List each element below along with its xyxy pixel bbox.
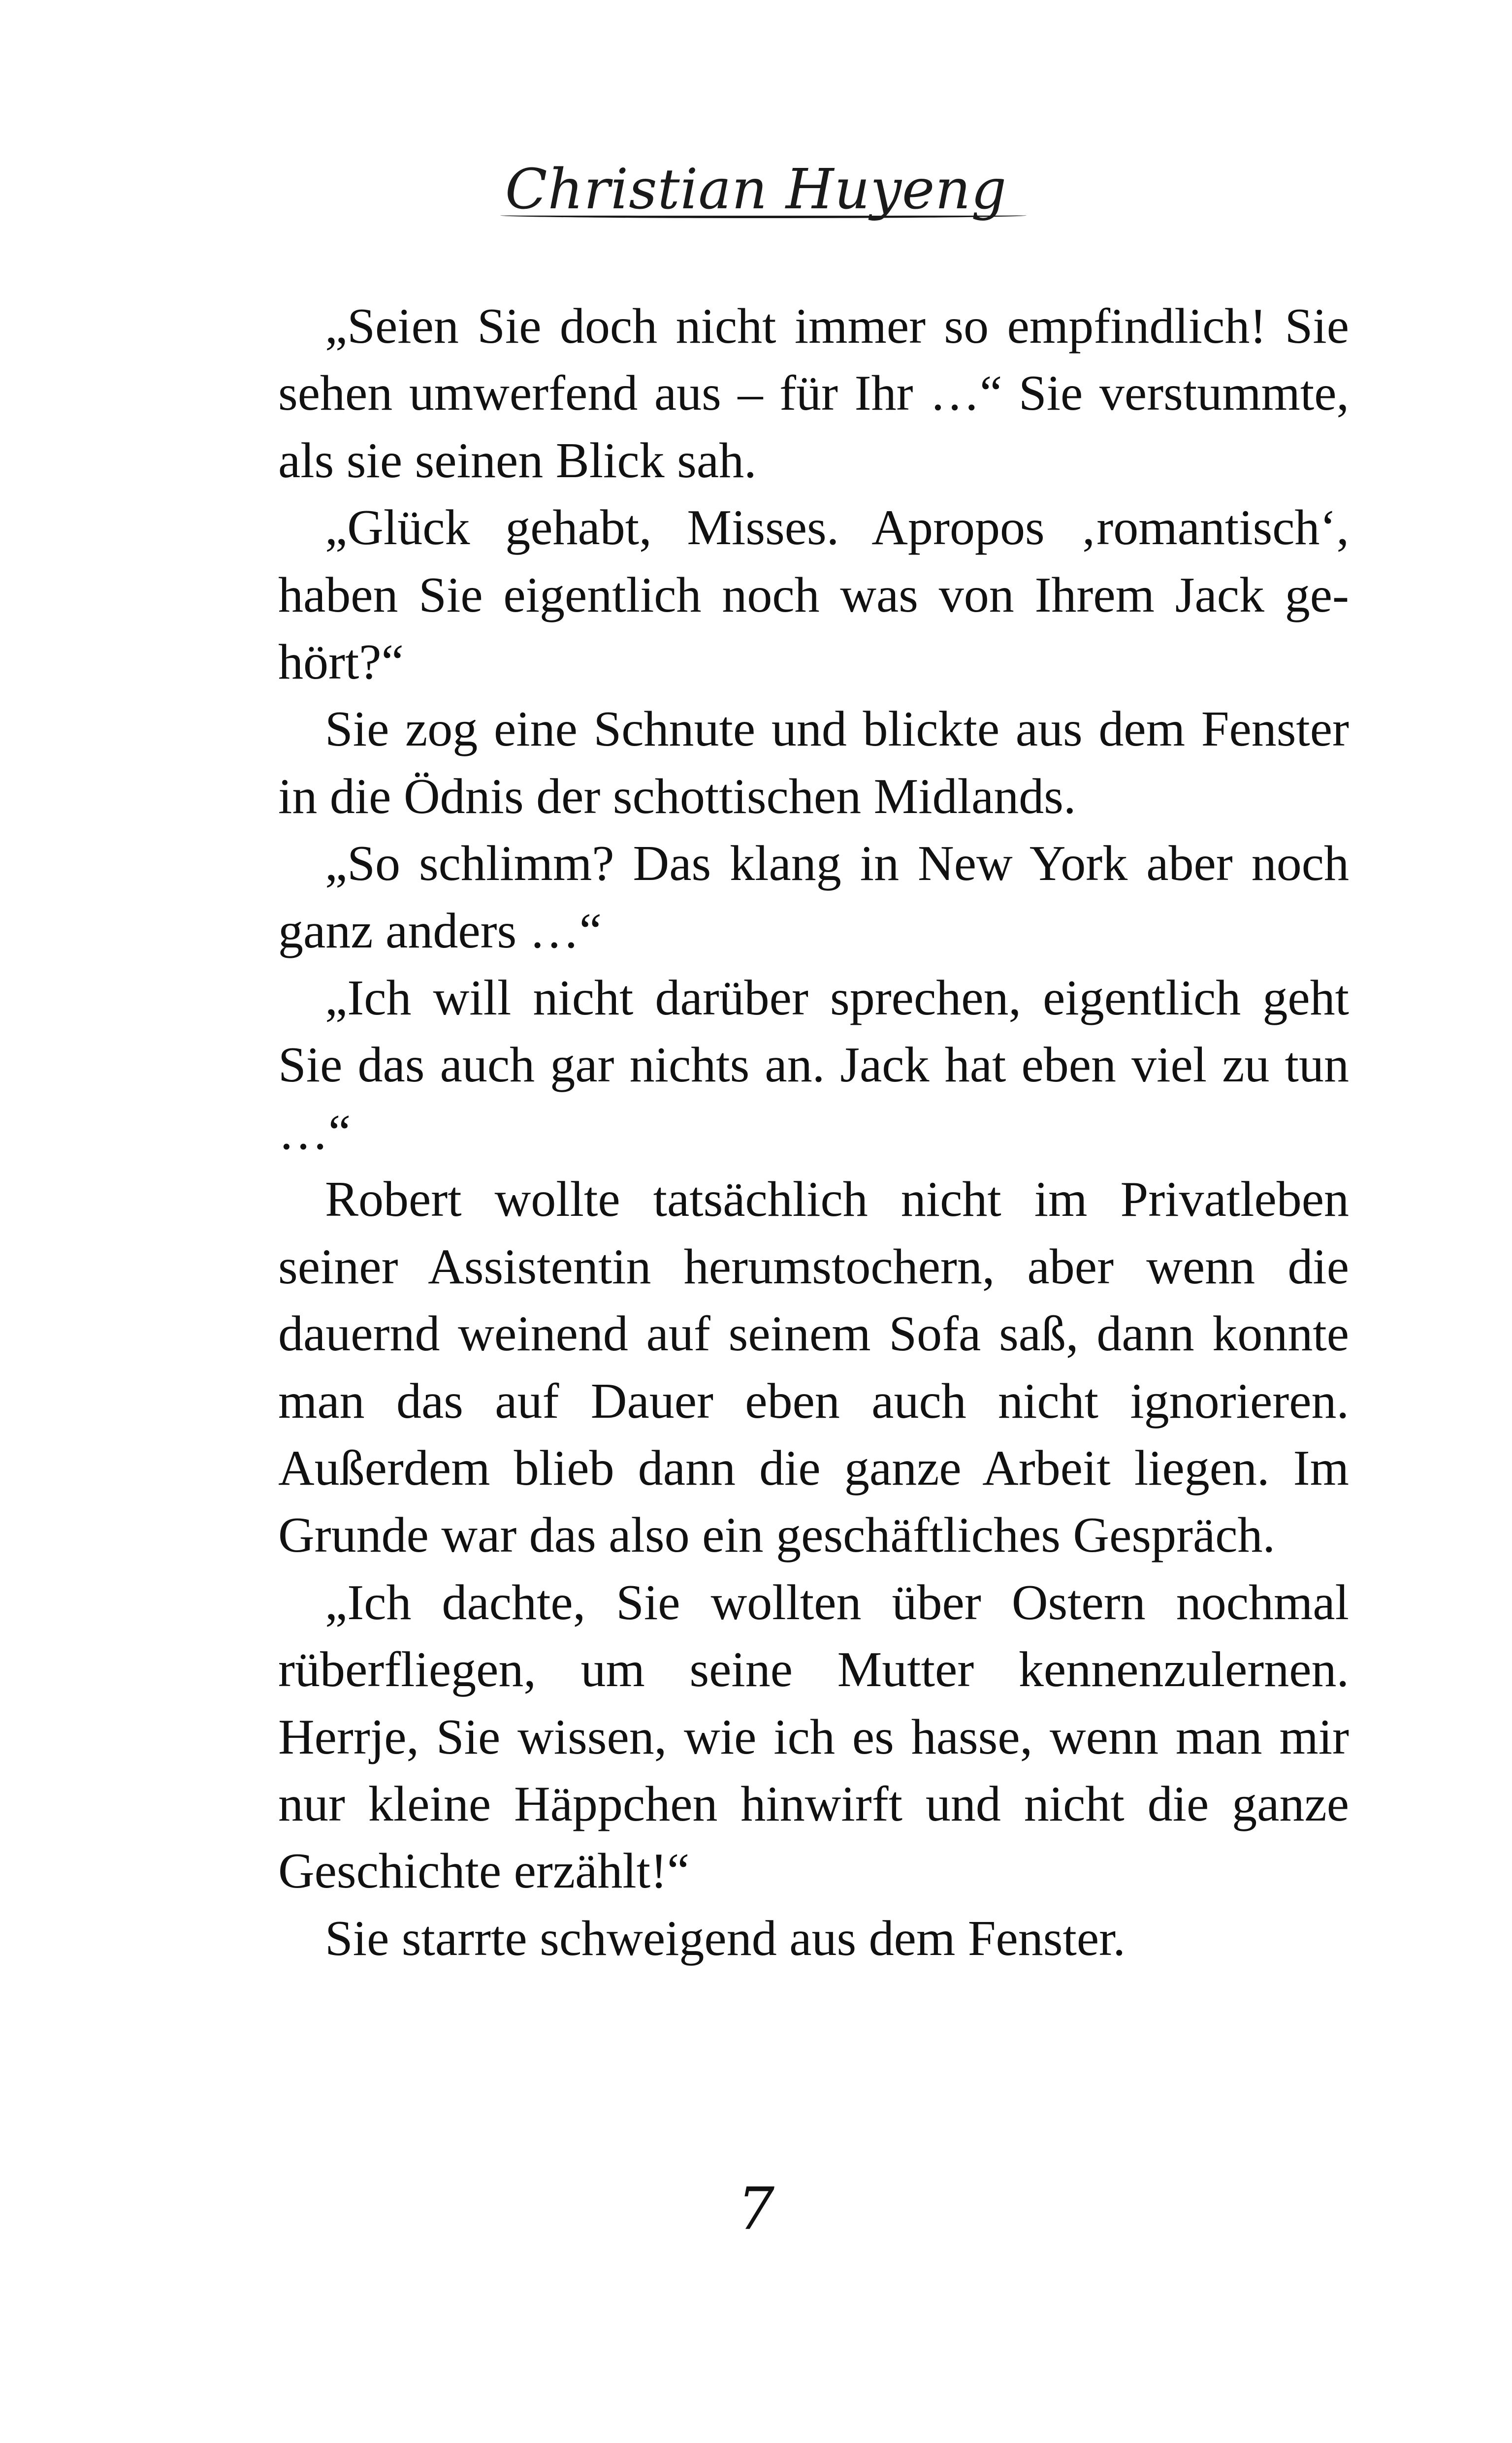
author-signature [505,140,1007,239]
page-number: 7 [737,2175,775,2243]
paragraph: Sie starrte schweigend aus dem Fenster. [325,1910,1126,1966]
paragraph: „Seien Sie doch nicht immer so empfindlich! Sie sehen umwerfend aus – für Ihr …“ Sie verstummte, als sie seinen Blick sah. [278,298,1349,489]
body-text [278,293,1349,1972]
signature-flourish [500,213,1027,218]
author-name: Christian Huyeng [505,158,1007,222]
paragraph: „So schlimm? Das klang in New York aber noch ganz anders …“ [278,836,1349,959]
running-header [0,140,1512,239]
paragraph: Robert wollte tatsächlich nicht im Privatleben seiner Assistentin herumstochern, aber wenn die dauernd weinend auf seinem Sofa saß, dann konnte man das auf Dauer eben auch nicht ignorieren. Außerdem blieb dann die ganze Arbeit liegen. Im Grunde war das also ein geschäftliches Gespräch. [278,1172,1349,1564]
paragraph: „Ich dachte, Sie wollten über Ostern nochmal rüberfliegen, um seine Mutter kennenzulernen. Herrje, Sie wissen, wie ich es hasse, wenn man mir nur kleine Häppchen hinwirft und nicht die ganze Geschichte erzählt!“ [278,1574,1349,1899]
paragraph: „Glück gehabt, Misses. Apropos ‚romantisch‘, haben Sie eigentlich noch was von Ihrem Jack gehört?“ [278,500,1349,690]
paragraph: „Ich will nicht darüber sprechen, eigentlich geht Sie das auch gar nichts an. Jack hat eben viel zu tun …“ [278,970,1349,1160]
paragraph: Sie zog eine Schnute und blickte aus dem Fenster in die Ödnis der schottischen Midlands. [278,701,1349,824]
